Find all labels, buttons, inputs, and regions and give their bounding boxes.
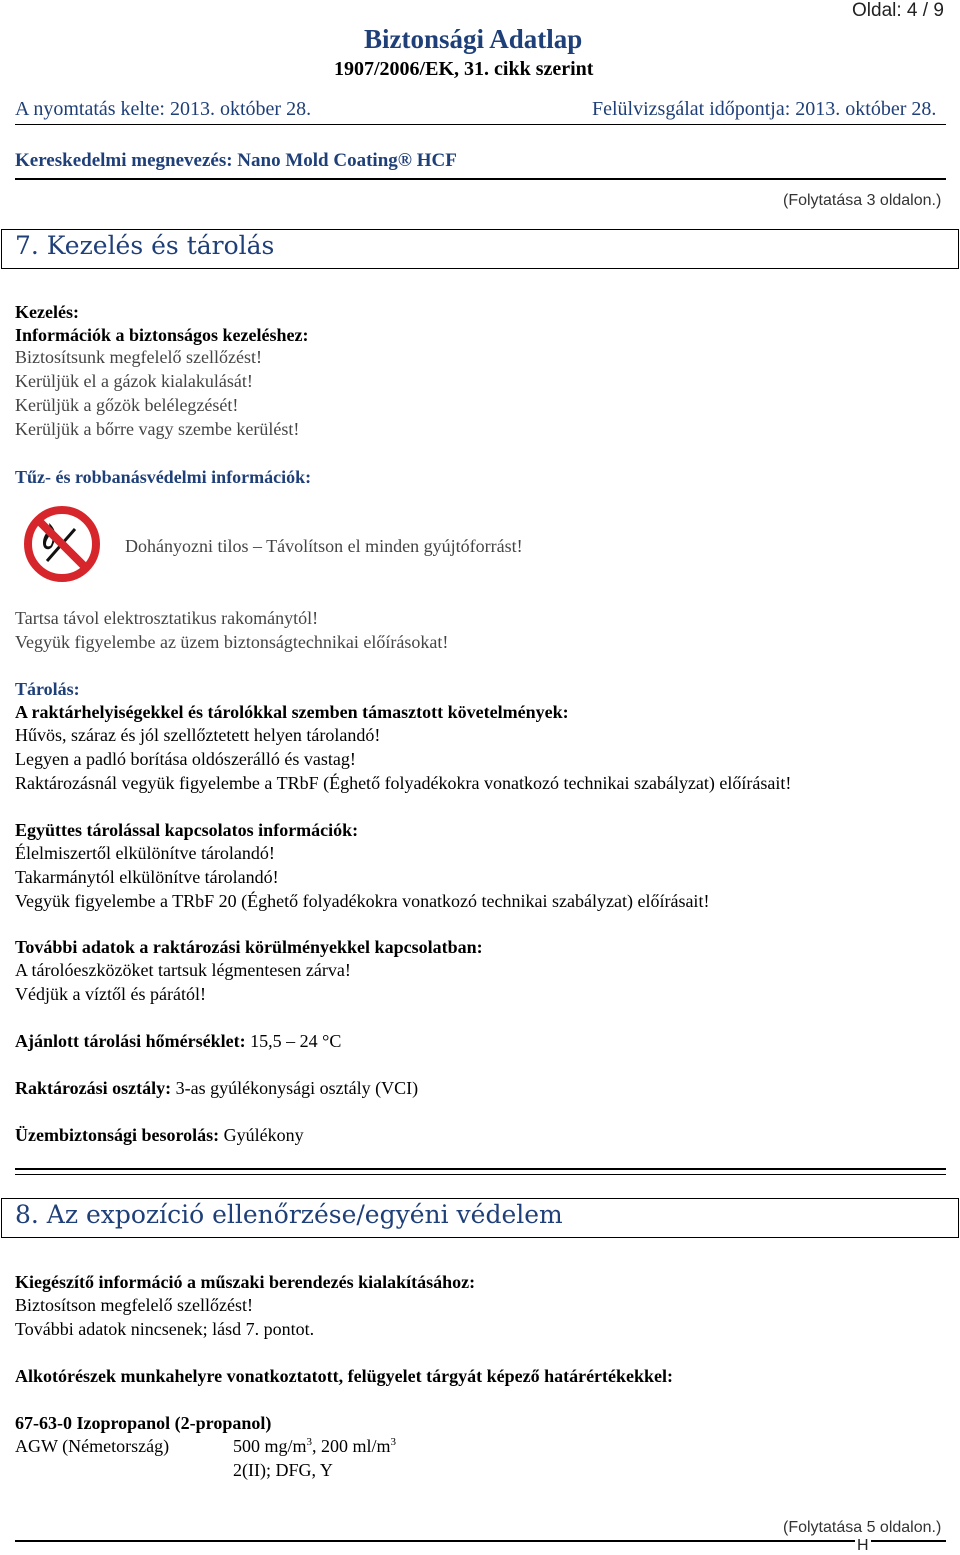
technical-line: Biztosítson megfelelő szellőzést! xyxy=(15,1295,253,1315)
safe-handling-line: Kerüljük a bőrre vagy szembe kerülést! xyxy=(15,419,300,439)
footer-letter: H xyxy=(857,1537,869,1554)
operational-safety-class xyxy=(15,1123,304,1147)
joint-storage-line: Vegyük figyelembe a TRbF 20 (Éghető folyadékokra vonatkozó technikai szabályzat) előírásait! xyxy=(15,891,710,911)
section-7-title: 7. Kezelés és tárolás xyxy=(15,231,275,260)
agw-line-2: 2(II); DFG, Y xyxy=(233,1460,333,1480)
no-smoking-text: Dohányozni tilos – Távolítson el minden gyújtóforrást! xyxy=(125,536,523,556)
trade-name-divider xyxy=(15,178,946,180)
storage-requirement-line: Raktározásnál vegyük figyelembe a TRbF (Éghető folyadékokra vonatkozó technikai szabályzat) előírásait! xyxy=(15,773,792,793)
technical-line: További adatok nincsenek; lásd 7. pontot. xyxy=(15,1319,315,1339)
document-title: Biztonsági Adatlap xyxy=(364,24,583,54)
safe-handling-line: Kerüljük a gőzök belélegzését! xyxy=(15,395,239,415)
fire-line: Vegyük figyelembe az üzem biztonságtechnikai előírásokat! xyxy=(15,632,449,652)
handling-heading: Kezelés: xyxy=(15,302,79,322)
storage-temperature-label: Ajánlott tárolási hőmérséklet: xyxy=(15,1031,246,1051)
agw-value xyxy=(233,1434,396,1458)
safe-handling-line: Kerüljük el a gázok kialakulását! xyxy=(15,371,253,391)
substance-name: 67-63-0 Izopropanol (2-propanol) xyxy=(15,1413,272,1433)
no-smoking-icon xyxy=(23,505,101,583)
joint-storage-line: Élelmiszertől elkülönítve tárolandó! xyxy=(15,843,275,863)
storage-temperature xyxy=(15,1029,341,1053)
print-date: A nyomtatás kelte: 2013. október 28. xyxy=(15,98,312,120)
fire-line: Tartsa távol elektrosztatikus rakománytól! xyxy=(15,608,319,628)
agw-sup-b: 3 xyxy=(390,1436,397,1448)
page-number: Oldal: 4 / 9 xyxy=(852,0,944,21)
storage-requirement-line: Hűvös, száraz és jól szellőztetett helyen tárolandó! xyxy=(15,725,381,745)
review-date: Felülvizsgálat időpontja: 2013. október 28. xyxy=(592,98,937,120)
section-7-divider-thin xyxy=(15,1174,946,1175)
header-divider xyxy=(15,124,946,125)
section-8-title: 8. Az expozíció ellenőrzése/egyéni védelem xyxy=(15,1200,563,1229)
technical-heading: Kiegészítő információ a műszaki berendezés kialakításához: xyxy=(15,1272,476,1292)
trade-name: Kereskedelmi megnevezés: Nano Mold Coating® HCF xyxy=(15,150,457,171)
agw-value-b: , 200 ml/m xyxy=(312,1436,391,1456)
storage-class-value: 3-as gyúlékonysági osztály (VCI) xyxy=(171,1078,419,1098)
agw-value-a: 500 mg/m xyxy=(233,1436,307,1456)
operational-safety-value: Gyúlékony xyxy=(219,1125,304,1145)
document-subtitle: 1907/2006/EK, 31. cikk szerint xyxy=(334,58,594,80)
agw-label: AGW (Németország) xyxy=(15,1436,170,1456)
further-storage-line: Védjük a víztől és párától! xyxy=(15,984,206,1004)
agw-sup-a: 3 xyxy=(306,1436,313,1448)
storage-requirement-line: Legyen a padló borítása oldószerálló és vastag! xyxy=(15,749,356,769)
fire-heading: Tűz- és robbanásvédelmi információk: xyxy=(15,467,312,487)
storage-requirements-heading: A raktárhelyiségekkel és tárolókkal szemben támasztott követelmények: xyxy=(15,702,569,722)
storage-heading: Tárolás: xyxy=(15,679,80,699)
footer-divider xyxy=(15,1540,946,1542)
safe-handling-heading: Információk a biztonságos kezeléshez: xyxy=(15,325,309,345)
continued-from: (Folytatása 3 oldalon.) xyxy=(783,192,942,209)
operational-safety-label: Üzembiztonsági besorolás: xyxy=(15,1125,220,1145)
further-storage-heading: További adatok a raktározási körülményekkel kapcsolatban: xyxy=(15,937,483,957)
joint-storage-line: Takarmánytól elkülönítve tárolandó! xyxy=(15,867,279,887)
section-7-divider xyxy=(15,1168,946,1170)
storage-temperature-value: 15,5 – 24 °C xyxy=(245,1031,342,1051)
storage-class-label: Raktározási osztály: xyxy=(15,1078,172,1098)
safe-handling-line: Biztosítsunk megfelelő szellőzést! xyxy=(15,347,262,367)
continued-to: (Folytatása 5 oldalon.) xyxy=(783,1519,942,1536)
storage-class xyxy=(15,1076,418,1100)
limits-heading: Alkotórészek munkahelyre vonatkoztatott, felügyelet tárgyát képező határértékekkel: xyxy=(15,1366,674,1386)
joint-storage-heading: Együttes tárolással kapcsolatos információk: xyxy=(15,820,359,840)
further-storage-line: A tárolóeszközöket tartsuk légmentesen zárva! xyxy=(15,960,351,980)
